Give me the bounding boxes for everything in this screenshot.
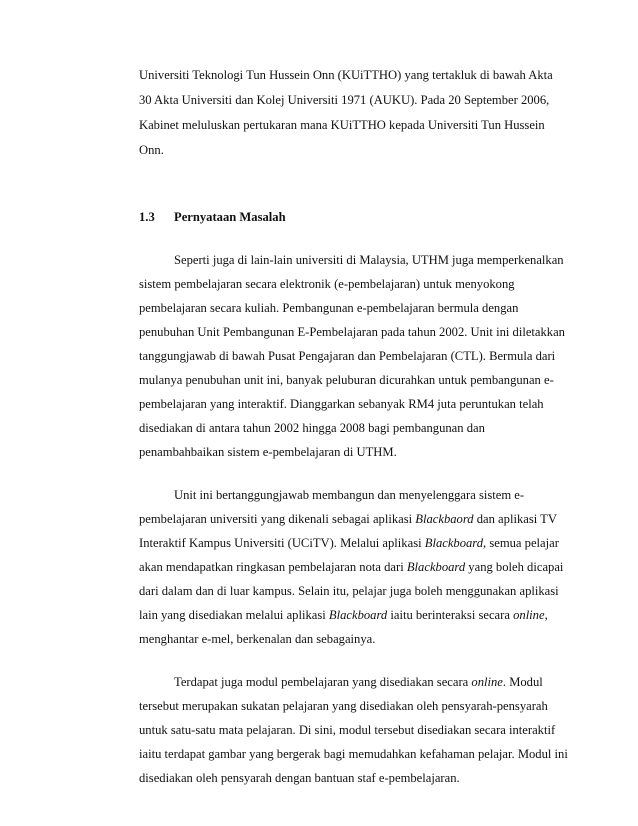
italic-term: Blackbaord	[415, 512, 474, 526]
italic-term: Blackboard	[406, 560, 466, 574]
paragraph-line: Seperti juga di lain-lain universiti di Malaysia, UTHM juga memperkenalkan	[174, 253, 564, 267]
italic-term: online	[471, 675, 503, 689]
paragraph-line: Unit ini bertanggungjawab membangun dan menyelenggara sistem e-	[174, 488, 525, 502]
paragraph-line: tersebut merupakan sukatan pelajaran yang disediakan oleh pensyarah-pensyarah	[139, 699, 548, 713]
paragraph-line	[139, 511, 557, 527]
paragraph-line: sistem pembelajaran secara elektronik (e-pembelajaran) untuk menyokong	[139, 277, 515, 291]
text-run: ,	[544, 608, 548, 622]
intro-line: Universiti Teknologi Tun Hussein Onn (KUiTTHO) yang tertakluk di bawah Akta	[139, 68, 553, 82]
text-run: Terdapat juga modul pembelajaran yang disediakan secara	[174, 675, 472, 689]
paragraph-line: untuk satu-satu mata pelajaran. Di sini, modul tersebut disediakan secara interaktif	[139, 723, 556, 737]
intro-line: Onn.	[139, 143, 164, 157]
section-number: 1.3	[139, 210, 155, 224]
intro-line: 30 Akta Universiti dan Kolej Universiti 1971 (AUKU). Pada 20 September 2006,	[139, 93, 550, 107]
intro-line: Kabinet meluluskan pertukaran mana KUiTTHO kepada Universiti Tun Hussein	[139, 118, 545, 132]
text-run: Interaktif Kampus Universiti (UCiTV). Melalui aplikasi	[139, 536, 425, 550]
paragraph-line: mulanya penubuhan unit ini, banyak peluburan dicurahkan untuk pembangunan e-	[139, 373, 554, 387]
italic-term: Blackboard	[328, 608, 388, 622]
paragraph-line: tanggungjawab di bawah Pusat Pengajaran dan Pembelajaran (CTL). Bermula dari	[139, 349, 556, 363]
paragraph-line: penubuhan Unit Pembangunan E-Pembelajaran pada tahun 2002. Unit ini diletakkan	[139, 325, 565, 339]
section-title: Pernyataan Masalah	[174, 210, 286, 224]
paragraph-line: dari dalam dan di luar kampus. Selain itu, pelajar juga boleh menggunakan aplikasi	[139, 584, 559, 598]
text-run: , semua pelajar	[483, 536, 559, 550]
paragraph-line	[174, 674, 543, 690]
paragraph-line	[139, 559, 563, 575]
paragraph-line: disediakan oleh pensyarah dengan bantuan staf e-pembelajaran.	[139, 771, 460, 785]
text-run: dan aplikasi TV	[473, 512, 557, 526]
text-run: iaitu berinteraksi secara	[387, 608, 514, 622]
paragraph-line: pembelajaran yang interaktif. Dianggarkan sebanyak RM4 juta peruntukan telah	[139, 397, 544, 411]
text-run: pembelajaran universiti yang dikenali sebagai aplikasi	[139, 512, 416, 526]
italic-term: online	[513, 608, 545, 622]
text-run: akan mendapatkan ringkasan pembelajaran nota dari	[139, 560, 407, 574]
text-run: . Modul	[502, 675, 543, 689]
paragraph-line: disediakan di antara tahun 2002 hingga 2008 bagi pembangunan dan	[139, 421, 485, 435]
paragraph-line	[139, 535, 559, 551]
italic-term: Blackboard	[424, 536, 484, 550]
paragraph-line: menghantar e-mel, berkenalan dan sebagainya.	[139, 632, 376, 646]
paragraph-line	[139, 607, 548, 623]
paragraph-line: iaitu terdapat gambar yang bergerak bagi memudahkan kefahaman pelajar. Modul ini	[139, 747, 568, 761]
paragraph-line: pembelajaran secara kuliah. Pembangunan e-pembelajaran bermula dengan	[139, 301, 519, 315]
paragraph-line: penambahbaikan sistem e-pembelajaran di UTHM.	[139, 445, 397, 459]
text-run: lain yang disediakan melalui aplikasi	[139, 608, 329, 622]
text-run: yang boleh dicapai	[465, 560, 564, 574]
